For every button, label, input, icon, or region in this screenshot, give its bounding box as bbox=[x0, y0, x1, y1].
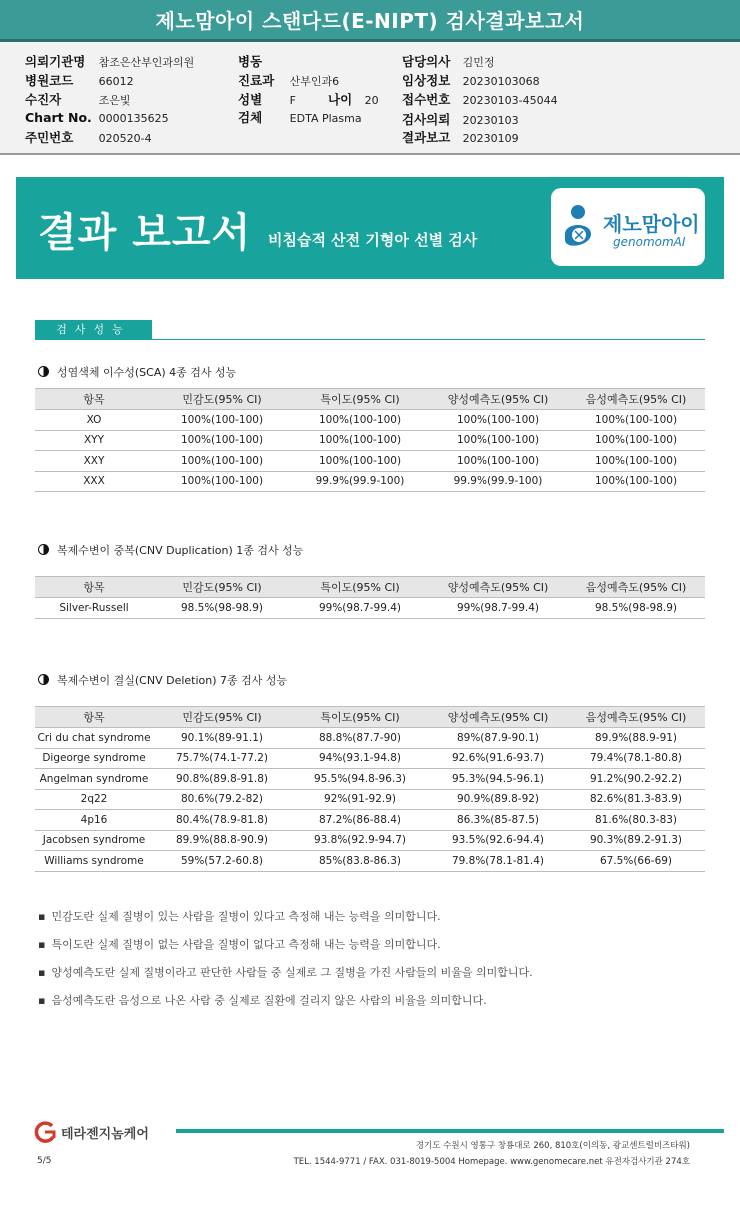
metric-cell: 99.9%(99.9-100) bbox=[429, 471, 567, 492]
del-group-title bbox=[38, 672, 287, 688]
sex-field bbox=[238, 90, 296, 108]
metric-cell: 95.3%(94.5-96.1) bbox=[429, 769, 567, 790]
metric-cell: 100%(100-100) bbox=[567, 471, 705, 492]
metric-cell: 89%(87.9-90.1) bbox=[429, 728, 567, 749]
genomomai-logo-icon bbox=[561, 204, 595, 252]
table-header-row bbox=[35, 389, 705, 410]
metric-cell: 100%(100-100) bbox=[153, 451, 291, 472]
item-cell: Digeorge syndrome bbox=[35, 748, 153, 769]
metric-cell: 90.8%(89.8-91.8) bbox=[153, 769, 291, 790]
request-date-value: 20230103 bbox=[462, 114, 519, 127]
table-row bbox=[35, 728, 705, 749]
metric-cell: 89.9%(88.9-91) bbox=[567, 728, 705, 749]
metric-cell: 92.6%(91.6-93.7) bbox=[429, 748, 567, 769]
metric-cell: 90.3%(89.2-91.3) bbox=[567, 830, 705, 851]
age-label: 나이 bbox=[328, 92, 353, 107]
metric-cell: 100%(100-100) bbox=[567, 451, 705, 472]
header-npv: 음성예측도(95% CI) bbox=[567, 707, 705, 728]
metric-cell: 92%(91-92.9) bbox=[291, 789, 429, 810]
note-sensitivity: ▪ 민감도란 실제 질병이 있는 사람을 질병이 있다고 측정해 내는 능력을 의미합니다. bbox=[38, 908, 708, 936]
logo-name: 제노맘아이 bbox=[603, 212, 700, 236]
del-table bbox=[35, 706, 705, 872]
chart-no-value: 0000135625 bbox=[98, 112, 169, 125]
terragen-logo-icon bbox=[32, 1121, 58, 1143]
half-circle-bullet-icon bbox=[38, 366, 49, 377]
table-row bbox=[35, 471, 705, 492]
metric-cell: 94%(93.1-94.8) bbox=[291, 748, 429, 769]
chart-no-label: Chart No. bbox=[25, 110, 92, 125]
metric-cell: 59%(57.2-60.8) bbox=[153, 851, 291, 872]
table-row bbox=[35, 789, 705, 810]
table-row bbox=[35, 598, 705, 619]
genomomai-logo bbox=[551, 188, 705, 266]
metric-cell: 100%(100-100) bbox=[567, 410, 705, 431]
department-value: 산부인과6 bbox=[289, 75, 340, 88]
company-address: 경기도 수원시 영통구 창룡대로 260, 810호(이의동, 광교센트럴비즈타워) bbox=[415, 1141, 690, 1151]
age-field bbox=[328, 90, 379, 108]
header-specificity: 특이도(95% CI) bbox=[291, 707, 429, 728]
table-row bbox=[35, 451, 705, 472]
report-date-value: 20230109 bbox=[462, 132, 519, 145]
item-cell: XXX bbox=[35, 471, 153, 492]
title-bar bbox=[0, 0, 740, 42]
metric-cell: 100%(100-100) bbox=[567, 430, 705, 451]
header-sensitivity: 민감도(95% CI) bbox=[153, 577, 291, 598]
metric-cell: 82.6%(81.3-83.9) bbox=[567, 789, 705, 810]
resident-no-field bbox=[25, 128, 152, 146]
metric-cell: 90.1%(89-91.1) bbox=[153, 728, 291, 749]
table-row bbox=[35, 851, 705, 872]
header-item: 항목 bbox=[35, 577, 153, 598]
table-row bbox=[35, 748, 705, 769]
report-date-field bbox=[402, 128, 519, 146]
table-header-row bbox=[35, 577, 705, 598]
metric-cell: 99.9%(99.9-100) bbox=[291, 471, 429, 492]
report-title: 제노맘아이 스탠다드(E-NIPT) 검사결과보고서 bbox=[155, 9, 585, 33]
section-divider bbox=[35, 339, 705, 340]
sampler-label: 수진자 bbox=[25, 92, 62, 107]
metric-cell: 89.9%(88.8-90.9) bbox=[153, 830, 291, 851]
page-number: 5/5 bbox=[37, 1156, 52, 1166]
metric-cell: 85%(83.8-86.3) bbox=[291, 851, 429, 872]
table-row bbox=[35, 410, 705, 431]
request-date-field bbox=[402, 110, 519, 128]
metric-cell: 98.5%(98-98.9) bbox=[567, 598, 705, 619]
header-ppv: 양성예측도(95% CI) bbox=[429, 389, 567, 410]
item-cell: XO bbox=[35, 410, 153, 431]
metric-cell: 100%(100-100) bbox=[153, 430, 291, 451]
specimen-field bbox=[238, 108, 362, 126]
item-cell: XXY bbox=[35, 451, 153, 472]
item-cell: Angelman syndrome bbox=[35, 769, 153, 790]
metric-cell: 98.5%(98-98.9) bbox=[153, 598, 291, 619]
metric-cell: 79.4%(78.1-80.8) bbox=[567, 748, 705, 769]
sca-title-text: 성염색체 이수성(SCA) 4종 검사 성능 bbox=[57, 366, 237, 379]
terragen-logo bbox=[32, 1121, 149, 1143]
institution-field bbox=[25, 52, 194, 70]
metric-cell: 99%(98.7-99.4) bbox=[429, 598, 567, 619]
request-date-label: 검사의뢰 bbox=[402, 112, 451, 127]
department-label: 진료과 bbox=[238, 73, 275, 88]
half-circle-bullet-icon bbox=[38, 544, 49, 555]
sex-value: F bbox=[289, 94, 296, 107]
metric-cell: 80.4%(78.9-81.8) bbox=[153, 810, 291, 831]
note-npv: ▪ 음성예측도란 음성으로 나온 사람 중 실제로 질환에 걸리지 않은 사람의 비율을 의미합니다. bbox=[38, 992, 708, 1020]
header-item: 항목 bbox=[35, 707, 153, 728]
specimen-value: EDTA Plasma bbox=[289, 112, 362, 125]
metric-cell: 81.6%(80.3-83) bbox=[567, 810, 705, 831]
item-cell: 2q22 bbox=[35, 789, 153, 810]
footer-bar bbox=[176, 1129, 724, 1133]
item-cell: Cri du chat syndrome bbox=[35, 728, 153, 749]
resident-no-value: 020520-4 bbox=[98, 132, 152, 145]
metric-cell: 99%(98.7-99.4) bbox=[291, 598, 429, 619]
doctor-label: 담당의사 bbox=[402, 54, 451, 69]
metric-cell: 86.3%(85-87.5) bbox=[429, 810, 567, 831]
specimen-label: 검체 bbox=[238, 110, 263, 125]
logo-subname: genomomAI bbox=[613, 235, 686, 249]
item-cell: 4p16 bbox=[35, 810, 153, 831]
header-specificity: 특이도(95% CI) bbox=[291, 389, 429, 410]
header-sensitivity: 민감도(95% CI) bbox=[153, 389, 291, 410]
metric-cell: 80.6%(79.2-82) bbox=[153, 789, 291, 810]
metric-cell: 100%(100-100) bbox=[429, 451, 567, 472]
receipt-no-value: 20230103-45044 bbox=[462, 94, 558, 107]
table-row bbox=[35, 430, 705, 451]
header-ppv: 양성예측도(95% CI) bbox=[429, 707, 567, 728]
metric-cell: 93.5%(92.6-94.4) bbox=[429, 830, 567, 851]
metric-cell: 100%(100-100) bbox=[291, 410, 429, 431]
receipt-no-label: 접수번호 bbox=[402, 92, 451, 107]
metric-cell: 88.8%(87.7-90) bbox=[291, 728, 429, 749]
item-cell: Jacobsen syndrome bbox=[35, 830, 153, 851]
item-cell: Silver-Russell bbox=[35, 598, 153, 619]
note-ppv: ▪ 양성예측도란 실제 질병이라고 판단한 사람들 중 실제로 그 질병을 가진 사람들의 비율을 의미합니다. bbox=[38, 964, 708, 992]
metric-cell: 87.2%(86-88.4) bbox=[291, 810, 429, 831]
receipt-no-field bbox=[402, 90, 558, 108]
note-specificity: ▪ 특이도란 실제 질병이 없는 사람을 질병이 없다고 측정해 내는 능력을 의미합니다. bbox=[38, 936, 708, 964]
institution-label: 의뢰기관명 bbox=[25, 54, 86, 69]
hospital-code-field bbox=[25, 71, 134, 89]
banner-title: 결과 보고서 bbox=[38, 210, 252, 256]
department-field bbox=[238, 71, 339, 89]
report-date-label: 결과보고 bbox=[402, 130, 451, 145]
section-tab: 검사성능 bbox=[35, 320, 152, 340]
institution-value: 참조은산부인과의원 bbox=[98, 56, 195, 69]
metric-cell: 90.9%(89.8-92) bbox=[429, 789, 567, 810]
sca-group-title bbox=[38, 364, 236, 380]
header-npv: 음성예측도(95% CI) bbox=[567, 577, 705, 598]
resident-no-label: 주민번호 bbox=[25, 130, 74, 145]
metric-cell: 100%(100-100) bbox=[429, 410, 567, 431]
half-circle-bullet-icon bbox=[38, 674, 49, 685]
ward-label: 병동 bbox=[238, 54, 263, 69]
item-cell: Williams syndrome bbox=[35, 851, 153, 872]
dup-group-title bbox=[38, 542, 303, 558]
chart-no-field bbox=[25, 110, 169, 125]
table-row bbox=[35, 810, 705, 831]
header-item: 항목 bbox=[35, 389, 153, 410]
clinical-info-label: 임상정보 bbox=[402, 73, 451, 88]
company-name: 테라젠지놈케어 bbox=[61, 1126, 149, 1142]
metric-cell: 95.5%(94.8-96.3) bbox=[291, 769, 429, 790]
report-banner bbox=[16, 177, 724, 279]
metric-cell: 100%(100-100) bbox=[153, 471, 291, 492]
hospital-code-value: 66012 bbox=[98, 75, 134, 88]
metric-cell: 75.7%(74.1-77.2) bbox=[153, 748, 291, 769]
sca-table bbox=[35, 388, 705, 492]
metric-cell: 100%(100-100) bbox=[153, 410, 291, 431]
clinical-info-value: 20230103068 bbox=[462, 75, 540, 88]
table-header-row bbox=[35, 707, 705, 728]
metric-cell: 79.8%(78.1-81.4) bbox=[429, 851, 567, 872]
definition-notes bbox=[38, 908, 708, 1020]
del-title-text: 복제수변이 결실(CNV Deletion) 7종 검사 성능 bbox=[57, 674, 288, 687]
metric-cell: 100%(100-100) bbox=[291, 430, 429, 451]
banner-subtitle: 비침습적 산전 기형아 선별 검사 bbox=[268, 231, 478, 249]
clinical-info-field bbox=[402, 71, 540, 89]
age-value: 20 bbox=[364, 94, 379, 107]
patient-info-panel bbox=[0, 42, 740, 155]
dup-table bbox=[35, 576, 705, 619]
table-row bbox=[35, 769, 705, 790]
header-sensitivity: 민감도(95% CI) bbox=[153, 707, 291, 728]
metric-cell: 91.2%(90.2-92.2) bbox=[567, 769, 705, 790]
table-row bbox=[35, 830, 705, 851]
sampler-value: 조은빛 bbox=[98, 94, 131, 107]
dup-title-text: 복제수변이 중복(CNV Duplication) 1종 검사 성능 bbox=[57, 544, 304, 557]
metric-cell: 93.8%(92.9-94.7) bbox=[291, 830, 429, 851]
header-specificity: 특이도(95% CI) bbox=[291, 577, 429, 598]
doctor-value: 김민정 bbox=[462, 56, 495, 69]
doctor-field bbox=[402, 52, 495, 70]
metric-cell: 100%(100-100) bbox=[291, 451, 429, 472]
ward-field bbox=[238, 52, 290, 70]
metric-cell: 67.5%(66-69) bbox=[567, 851, 705, 872]
hospital-code-label: 병원코드 bbox=[25, 73, 74, 88]
item-cell: XYY bbox=[35, 430, 153, 451]
company-contact: TEL. 1544-9771 / FAX. 031-8019-5004 Homepage. www.genomecare.net 유전자검사기관 274호 bbox=[293, 1157, 690, 1167]
header-npv: 음성예측도(95% CI) bbox=[567, 389, 705, 410]
metric-cell: 100%(100-100) bbox=[429, 430, 567, 451]
sex-label: 성별 bbox=[238, 92, 263, 107]
sampler-field bbox=[25, 90, 131, 108]
header-ppv: 양성예측도(95% CI) bbox=[429, 577, 567, 598]
